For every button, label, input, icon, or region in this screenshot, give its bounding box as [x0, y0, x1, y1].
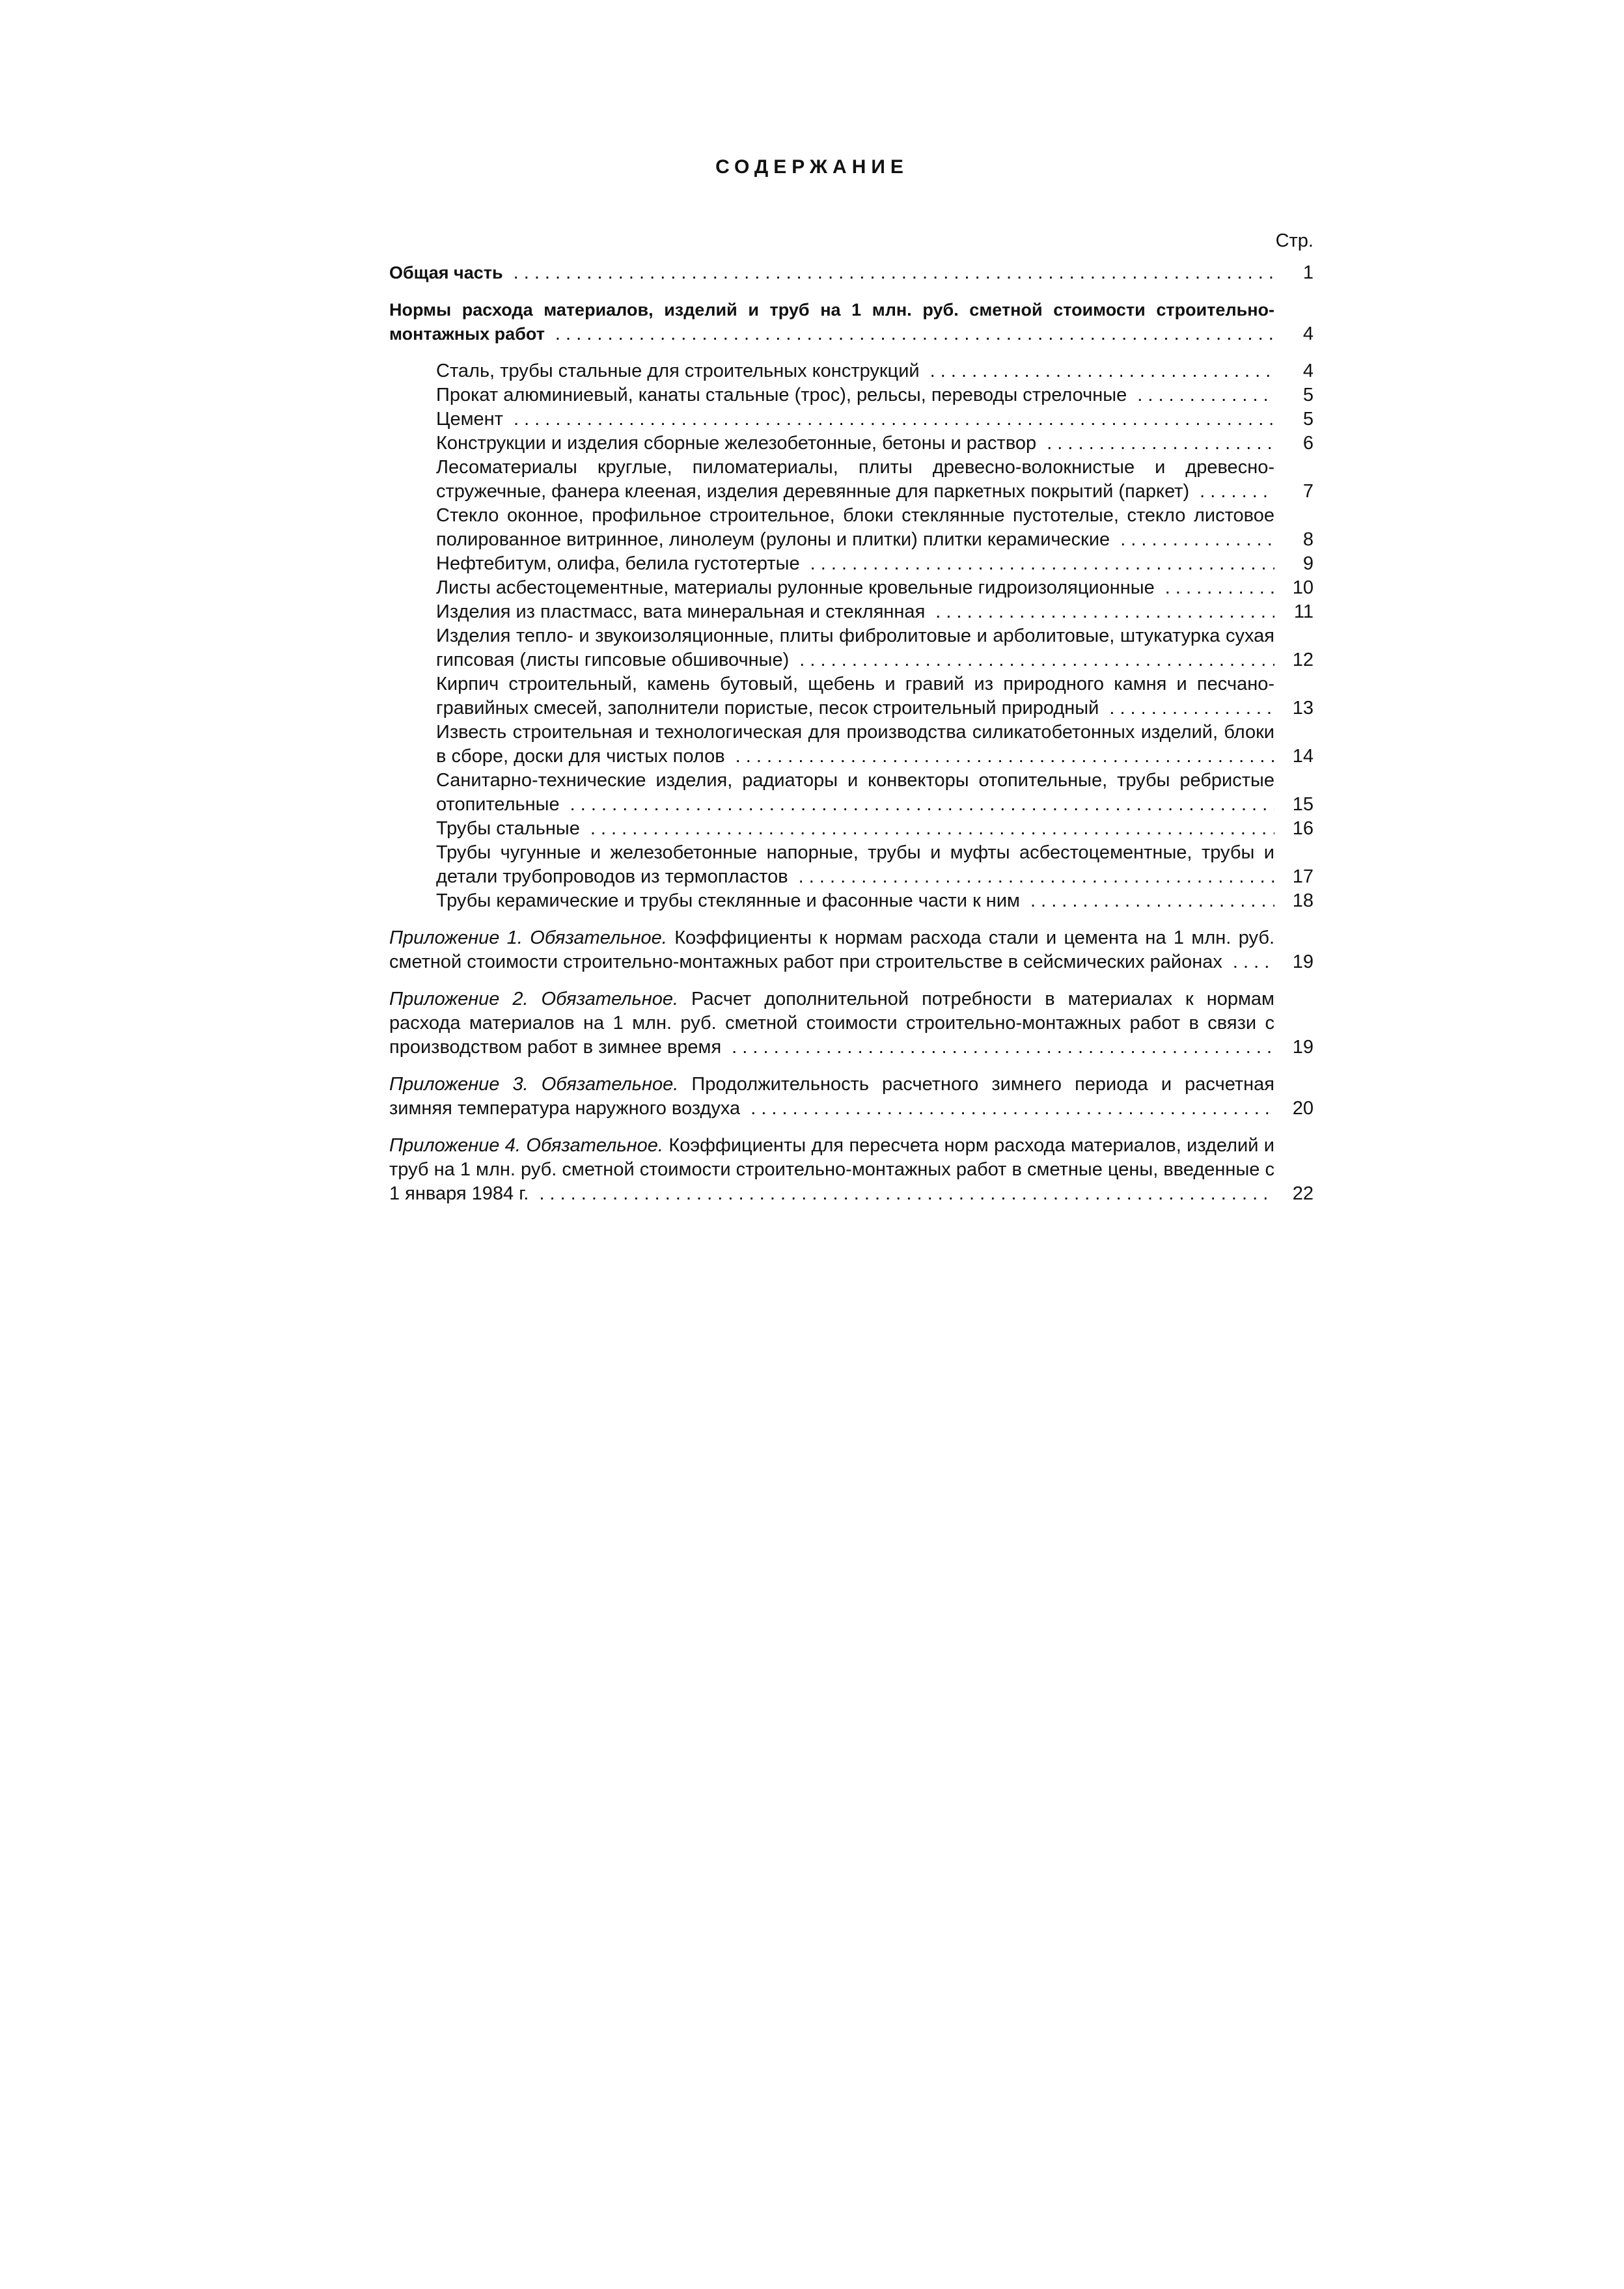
- toc-entry[interactable]: [389, 504, 1314, 552]
- toc-entry-label: Сталь, трубы стальные для строительных конструкций: [436, 361, 924, 381]
- toc-entry[interactable]: [389, 383, 1314, 407]
- toc-entry-page: 14: [1292, 746, 1314, 767]
- toc-entry[interactable]: [389, 769, 1314, 817]
- toc-entry-label: Конструкции и изделия сборные железобетонные, бетоны и раствор: [436, 433, 1040, 454]
- toc-entry-page: 19: [1292, 1037, 1314, 1058]
- toc-entry-label: Нормы расхода материалов, изделий и труб на 1 млн. руб. сметной стоимости строительно-монтажных работ: [389, 300, 1274, 344]
- toc-entry-page: 6: [1302, 433, 1314, 454]
- appendix-prefix: Приложение 3. Обязательное.: [389, 1074, 679, 1095]
- toc-entry-general[interactable]: [389, 261, 1314, 285]
- toc-entry-page: 22: [1292, 1183, 1314, 1204]
- toc-entry[interactable]: [389, 456, 1314, 504]
- toc-entry-label: Трубы керамические и трубы стеклянные и фасонные части к ним: [436, 890, 1024, 911]
- toc-entry-page: 12: [1292, 650, 1314, 670]
- toc-entry[interactable]: [389, 841, 1314, 889]
- appendix-label: Коэффициенты для пересчета норм расхода материалов, изделий и труб на 1 млн. руб. сметной стоимости строительно-монтажных работ в сметные цены, введенные с 1 января 1984 г.: [389, 1135, 1274, 1204]
- toc-entry[interactable]: [389, 817, 1314, 841]
- toc-entry-label: Изделия тепло- и звукоизоляционные, плиты фибролитовые и арболитовые, штукатурка сухая гипсовая (листы гипсовые обшивочные): [436, 625, 1274, 670]
- toc-entry-page: 17: [1292, 866, 1314, 887]
- toc-entry-label: Известь строительная и технологическая для производства силикатобетонных изделий, блоки в сборе, доски для чистых полов: [436, 722, 1274, 767]
- toc-entry-norms[interactable]: [389, 298, 1314, 346]
- toc-entry-page: 5: [1302, 409, 1314, 430]
- appendix-label: Продолжительность расчетного зимнего периода и расчетная зимняя температура наружного воздуха: [389, 1074, 1274, 1119]
- page-column-header: Стр.: [1275, 230, 1314, 251]
- toc-entry-page: 1: [1302, 262, 1314, 283]
- toc-entry-label: Трубы стальные: [436, 818, 584, 839]
- toc-entry[interactable]: [389, 576, 1314, 600]
- toc-entry-page: 18: [1292, 890, 1314, 911]
- table-of-contents: [389, 229, 1314, 1206]
- toc-entry-label: Прокат алюминиевый, канаты стальные (трос), рельсы, переводы стрелочные: [436, 385, 1131, 405]
- toc-entry[interactable]: [389, 407, 1314, 432]
- toc-entry[interactable]: [389, 432, 1314, 456]
- toc-entry[interactable]: [389, 624, 1314, 672]
- toc-entry-label: Нефтебитум, олифа, белила густотертые: [436, 553, 804, 574]
- toc-entry-label: Общая часть: [389, 263, 507, 282]
- toc-entry-label: Цемент: [436, 409, 507, 430]
- toc-entry[interactable]: [389, 889, 1314, 913]
- appendix-prefix: Приложение 4. Обязательное.: [389, 1135, 663, 1156]
- toc-entry-page: 4: [1302, 323, 1314, 344]
- toc-entry[interactable]: [389, 672, 1314, 720]
- toc-entry-page: 10: [1292, 577, 1314, 598]
- toc-entry-page: 7: [1302, 481, 1314, 502]
- toc-entry[interactable]: [389, 720, 1314, 769]
- toc-entry[interactable]: [389, 359, 1314, 383]
- toc-appendix-1[interactable]: [389, 926, 1314, 974]
- toc-entry-page: 8: [1302, 529, 1314, 550]
- toc-entry[interactable]: [389, 552, 1314, 576]
- toc-appendix-3[interactable]: [389, 1073, 1314, 1121]
- appendix-label: Расчет дополнительной потребности в материалах к нормам расхода материалов на 1 млн. руб. сметной стоимости строительно-монтажных работ в связи с производством работ в зимнее время: [389, 989, 1274, 1058]
- toc-entry-page: 13: [1292, 698, 1314, 719]
- toc-entry-page: 9: [1302, 553, 1314, 574]
- toc-entry-page: 19: [1292, 952, 1314, 972]
- page-title: СОДЕРЖАНИЕ: [715, 156, 909, 178]
- toc-entry-page: 15: [1292, 794, 1314, 815]
- toc-entry-label: Трубы чугунные и железобетонные напорные, трубы и муфты асбестоцементные, трубы и детали трубопроводов из термопластов: [436, 842, 1274, 887]
- toc-appendix-4[interactable]: [389, 1134, 1314, 1206]
- toc-entry-label: Изделия из пластмасс, вата минеральная и стеклянная: [436, 601, 929, 622]
- appendix-label: Коэффициенты к нормам расхода стали и цемента на 1 млн. руб. сметной стоимости строительно-монтажных работ при строительстве в сейсмических районах: [389, 927, 1274, 972]
- toc-entry-label: Кирпич строительный, камень бутовый, щебень и гравий из природного камня и песчано-гравийных смесей, заполнители пористые, песок строительный природный: [436, 674, 1274, 719]
- toc-entry-page: 20: [1292, 1098, 1314, 1119]
- toc-entry-page: 4: [1302, 361, 1314, 381]
- appendix-prefix: Приложение 2. Обязательное.: [389, 989, 679, 1009]
- appendix-prefix: Приложение 1. Обязательное.: [389, 927, 667, 948]
- toc-entry-page: 11: [1293, 601, 1314, 622]
- toc-entry-page: 16: [1292, 818, 1314, 839]
- toc-entry-label: Стекло оконное, профильное строительное, блоки стеклянные пустотелые, стекло листовое полированное витринное, линолеум (рулоны и плитки) плитки керамические: [436, 505, 1274, 550]
- toc-entry-label: Санитарно-технические изделия, радиаторы и конвекторы отопительные, трубы ребристые отопительные: [436, 770, 1274, 815]
- toc-appendix-2[interactable]: [389, 987, 1314, 1060]
- toc-entry[interactable]: [389, 600, 1314, 624]
- toc-entry-page: 5: [1302, 385, 1314, 405]
- toc-entry-label: Листы асбестоцементные, материалы рулонные кровельные гидроизоляционные: [436, 577, 1159, 598]
- toc-entry-label: Лесоматериалы круглые, пиломатериалы, плиты древесно-волокнистые и древесно-стружечные, фанера клееная, изделия деревянные для паркетных покрытий (паркет): [436, 457, 1274, 502]
